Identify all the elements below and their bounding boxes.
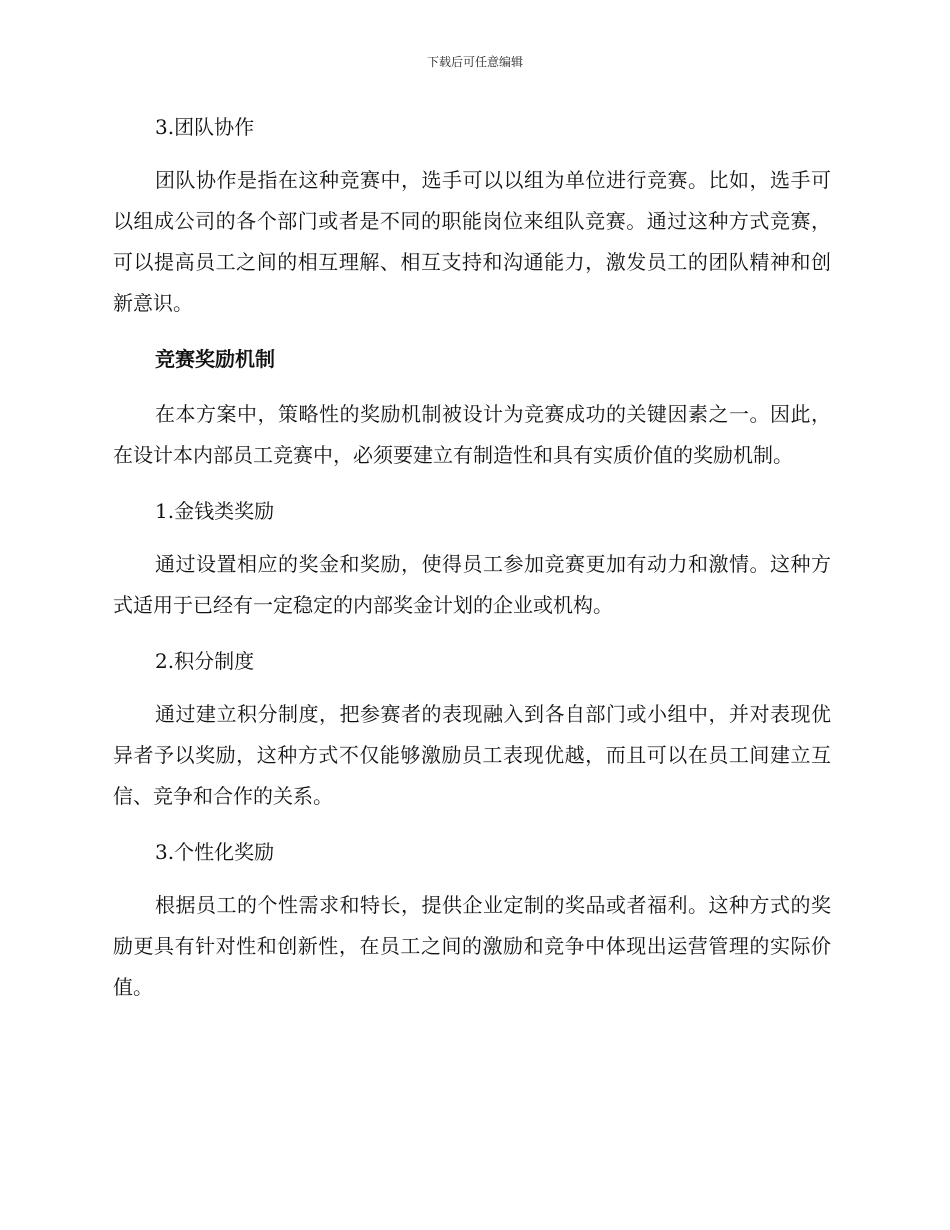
heading-money-reward: 1.金钱类奖励 (155, 499, 275, 523)
section-heading-reward-mechanism: 竞赛奖励机制 (155, 347, 275, 371)
paragraph-reward-intro: 在本方案中，策略性的奖励机制被设计为竞赛成功的关键因素之一。因此，在设计本内部员工竞赛中，必须要建立有制造性和具有实质价值的奖励机制。 (113, 402, 831, 467)
paragraph-personalized-reward: 根据员工的个性需求和特长，提供企业定制的奖品或者福利。这种方式的奖励更具有针对性和创新性，在员工之间的激励和竞争中体现出运营管理的实际价值。 (113, 893, 831, 999)
paragraph-money-reward: 通过设置相应的奖金和奖励，使得员工参加竞赛更加有动力和激情。这种方式适用于已经有一定稳定的内部奖金计划的企业或机构。 (113, 552, 831, 617)
header-note: 下载后可任意编辑 (426, 55, 523, 69)
spacer (113, 378, 831, 394)
spacer (113, 680, 831, 694)
spacer (113, 817, 831, 833)
spacer (113, 476, 831, 492)
heading-personalized-reward: 3.个性化奖励 (155, 840, 275, 864)
heading-points-system: 2.积分制度 (155, 649, 255, 673)
spacer (113, 530, 831, 544)
spacer (113, 871, 831, 885)
document-body (113, 108, 831, 1008)
spacer (113, 146, 831, 160)
heading-team-collaboration: 3.团队协作 (155, 115, 255, 139)
paragraph-points-system: 通过建立积分制度，把参赛者的表现融入到各自部门或小组中，并对表现优异者予以奖励，这种方式不仅能够激励员工表现优越，而且可以在员工间建立互信、竞争和合作的关系。 (113, 702, 831, 808)
spacer (113, 324, 831, 340)
spacer (113, 626, 831, 642)
paragraph-team-collaboration: 团队协作是指在这种竞赛中，选手可以以组为单位进行竞赛。比如，选手可以组成公司的各个部门或者是不同的职能岗位来组队竞赛。通过这种方式竞赛，可以提高员工之间的相互理解、相互支持和沟通能力，激发员工的团队精神和创新意识。 (113, 168, 831, 315)
